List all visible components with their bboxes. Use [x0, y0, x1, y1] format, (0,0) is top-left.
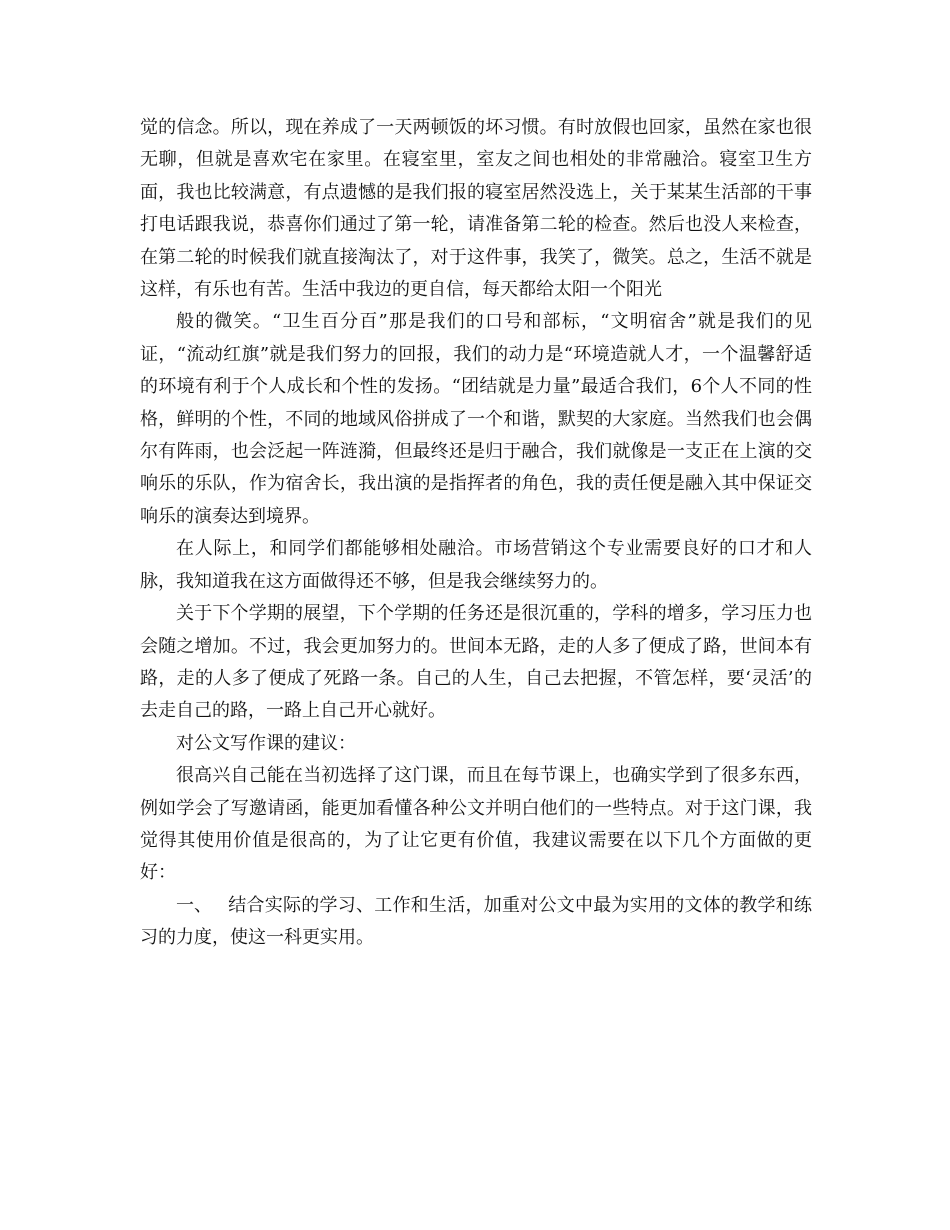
- paragraph-5: 对公文写作课的建议：: [176, 732, 356, 754]
- paragraph-1: 觉的信念。所以，现在养成了一天两顿饭的坏习惯。有时放假也回家，虽然在家也很无聊，但就是喜欢宅在家里。在寝室里，室友之间也相处的非常融洽。寝室卫生方面，我也比较满意，有点遗憾的是我们报的寝室居然没选上，关于某某生活部的干事打电话跟我说，恭喜你们通过了第一轮，请准备第二轮的检查。然后也没人来检查，在第二轮的时候我们就直接淘汰了，对于这件事，我笑了，微笑。总之，生活不就是这样，有乐也有苦。生活中我边的更自信，每天都给太阳一个阳光: [140, 117, 812, 301]
- paragraph-2: 般的微笑。“卫生百分百”那是我们的口号和部标，“文明宿舍”就是我们的见证，“流动红旗”就是我们努力的回报，我们的动力是“环境造就人才，一个温馨舒适的环境有利于个人成长和个性的发扬。“团结就是力量”最适合我们，6个人不同的性格，鲜明的个性，不同的地域风俗拼成了一个和谐，默契的大家庭。当然我们也会偶尔有阵雨，也会泛起一阵涟漪，但最终还是归于融合，我们就像是一支正在上演的交响乐的乐队，作为宿舍长，我出演的是指挥者的角色，我的责任便是融入其中保证交响乐的演奏达到境界。: [140, 311, 812, 527]
- paragraph-4: 关于下个学期的展望，下个学期的任务还是很沉重的，学科的增多，学习压力也会随之增加。不过，我会更加努力的。世间本无路，走的人多了便成了路，世间本有路，走的人多了便成了死路一条。自己的人生，自己去把握，不管怎样，要‘灵活’的去走自己的路，一路上自己开心就好。: [140, 603, 812, 722]
- paragraph-6: 很高兴自己能在当初选择了这门课，而且在每节课上，也确实学到了很多东西，例如学会了写邀请函，能更加看懂各种公文并明白他们的一些特点。对于这门课，我觉得其使用价值是很高的，为了让它更有价值，我建议需要在以下几个方面做的更好：: [140, 765, 812, 884]
- list-item-text: 结合实际的学习、工作和生活，加重对公文中最为实用的文体的教学和练习的力度，使这一科更实用。: [140, 894, 812, 949]
- list-item-number: 一、: [176, 894, 212, 916]
- paragraph-3: 在人际上，和同学们都能够相处融洽。市场营销这个专业需要良好的口才和人脉，我知道我在这方面做得还不够，但是我会继续努力的。: [140, 538, 812, 592]
- document-body: [140, 112, 812, 955]
- list-item-1: [140, 890, 812, 955]
